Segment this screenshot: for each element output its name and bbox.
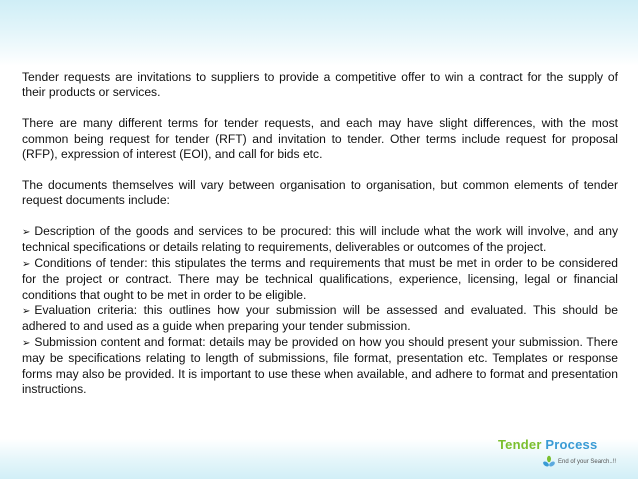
arrow-bullet-icon: ➢ bbox=[22, 258, 31, 270]
list-item bbox=[22, 256, 618, 303]
logo-name-part2: Process bbox=[545, 437, 598, 452]
paragraph-intro: Tender requests are invitations to suppliers to provide a competitive offer to win a contract for the supply of their products or services. bbox=[22, 70, 618, 100]
list-item bbox=[22, 224, 618, 256]
arrow-bullet-icon: ➢ bbox=[22, 337, 31, 349]
paragraph-elements: The documents themselves will vary between organisation to organisation, but common elements of tender request documents include: bbox=[22, 177, 618, 208]
list-item bbox=[22, 303, 618, 335]
logo-wordmark bbox=[498, 437, 597, 452]
list-item-text: Evaluation criteria: this outlines how your submission will be assessed and evaluated. This should be adhered to and used as a guide when preparing your tender submission. bbox=[22, 303, 618, 334]
bullet-list bbox=[22, 224, 618, 397]
slide-body bbox=[22, 70, 618, 397]
top-decorative-band bbox=[0, 0, 638, 66]
arrow-bullet-icon: ➢ bbox=[22, 227, 31, 239]
flower-logo-icon bbox=[542, 455, 556, 469]
paragraph-terms: There are many different terms for tender requests, and each may have slight differences, with the most common being request for tender (RFT) and invitation to tender. Other terms include request for proposal (RFP), expression of interest (EOI), and call for bids etc. bbox=[22, 116, 618, 162]
list-item bbox=[22, 335, 618, 398]
arrow-bullet-icon: ➢ bbox=[22, 306, 31, 318]
list-item-text: Description of the goods and services to be procured: this will include what the work will involve, and any technical specifications or details relating to requirements, deliverables or outcomes of the project. bbox=[22, 224, 618, 255]
list-item-text: Submission content and format: details may be provided on how you should present your submission. There may be specifications relating to length of submissions, file format, presentation etc. Templates or response forms may also be provided. It is important to use these when available, and adhere to format and presentation instructions. bbox=[22, 334, 618, 397]
logo-tagline: End of your Search..!! bbox=[558, 459, 617, 465]
tender-process-logo bbox=[498, 437, 626, 471]
list-item-text: Conditions of tender: this stipulates the terms and requirements that must be met in order to be considered for the project or contract. There may be technical qualifications, experience, licensing, legal or financial conditions that ought to be met in order to be eligible. bbox=[22, 255, 618, 302]
logo-name-part1: Tender bbox=[498, 437, 542, 452]
